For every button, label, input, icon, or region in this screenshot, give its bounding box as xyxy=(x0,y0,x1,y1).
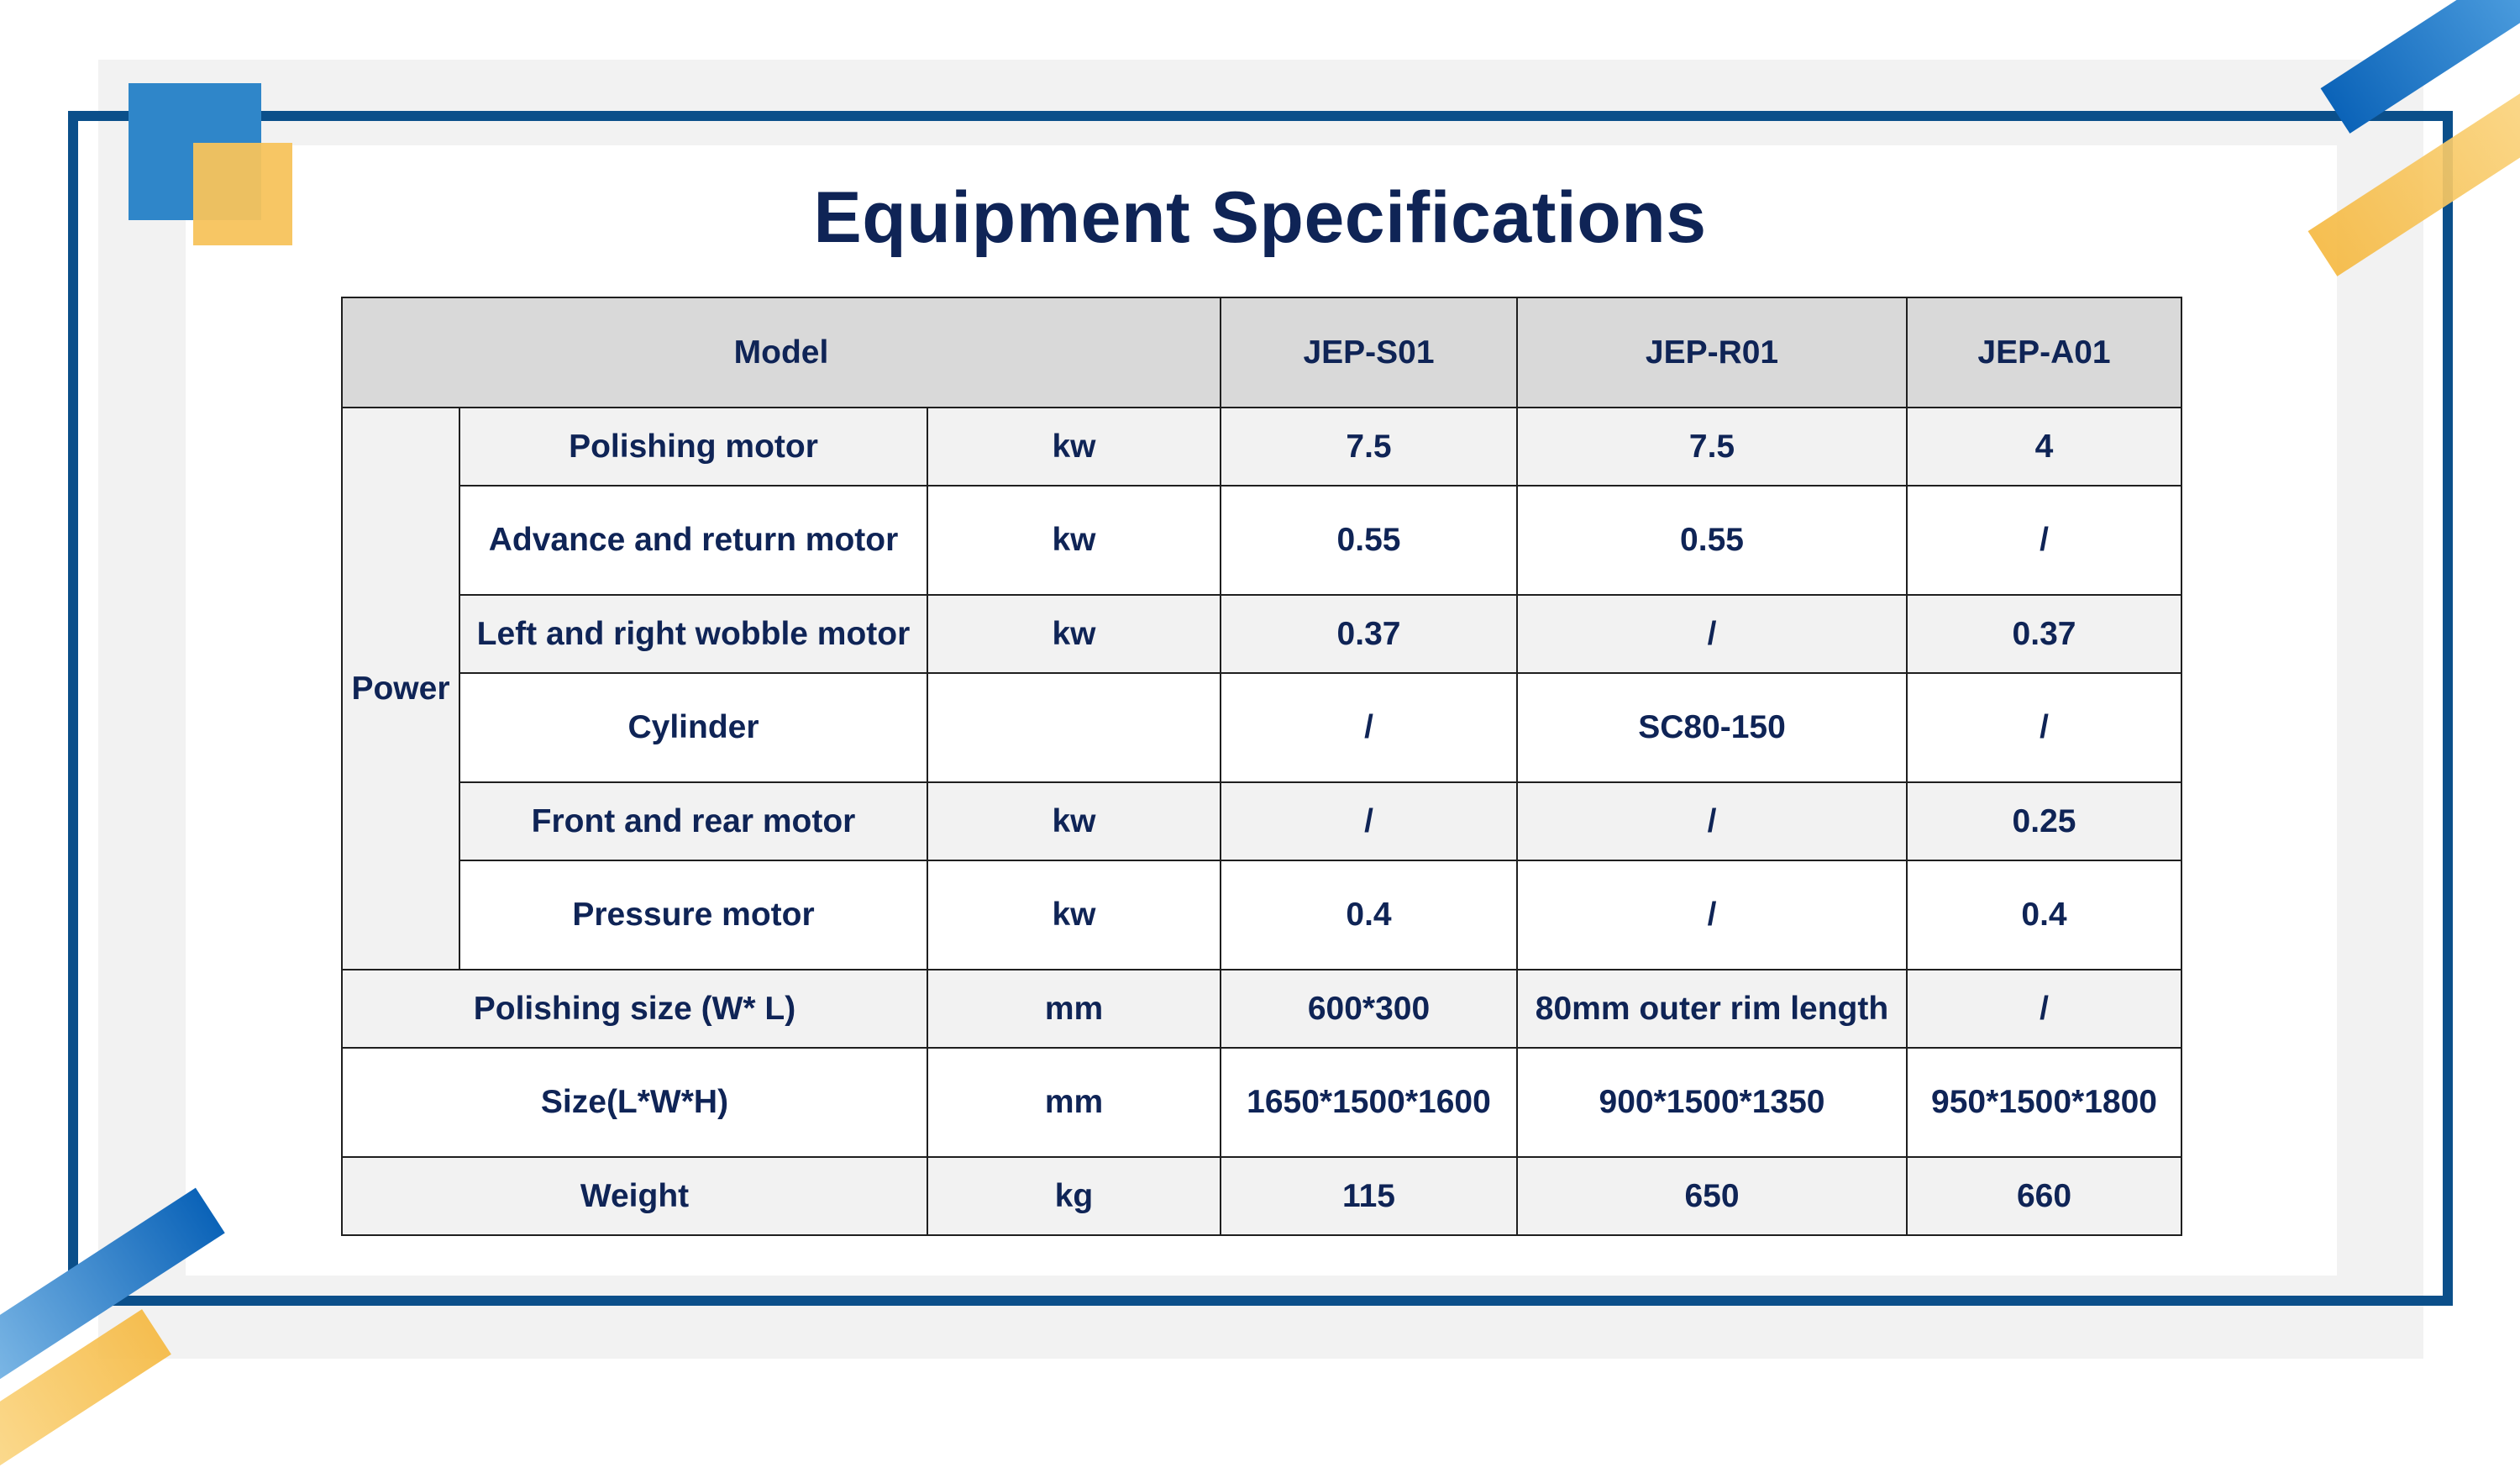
table-row xyxy=(342,1157,2181,1235)
row-unit: mm xyxy=(927,970,1221,1048)
row-value: 4 xyxy=(1907,408,2181,486)
row-unit: kw xyxy=(927,595,1221,673)
row-value: / xyxy=(1517,595,1907,673)
row-value: 950*1500*1800 xyxy=(1907,1048,2181,1157)
row-unit: kw xyxy=(927,782,1221,860)
row-value: / xyxy=(1517,782,1907,860)
row-value: / xyxy=(1907,486,2181,595)
row-item: Polishing size (W* L) xyxy=(342,970,927,1048)
row-value: 650 xyxy=(1517,1157,1907,1235)
row-unit: kg xyxy=(927,1157,1221,1235)
row-value: 0.55 xyxy=(1517,486,1907,595)
table-row xyxy=(342,782,2181,860)
row-item: Left and right wobble motor xyxy=(459,595,927,673)
row-item: Weight xyxy=(342,1157,927,1235)
table-row xyxy=(342,486,2181,595)
row-item: Size(L*W*H) xyxy=(342,1048,927,1157)
row-value: 900*1500*1350 xyxy=(1517,1048,1907,1157)
row-value: 660 xyxy=(1907,1157,2181,1235)
table-row xyxy=(342,673,2181,782)
row-value: 600*300 xyxy=(1221,970,1517,1048)
row-value: / xyxy=(1907,970,2181,1048)
spec-table xyxy=(341,297,2182,1236)
row-value: / xyxy=(1221,673,1517,782)
row-item: Polishing motor xyxy=(459,408,927,486)
row-unit: mm xyxy=(927,1048,1221,1157)
header-model-3: JEP-A01 xyxy=(1907,297,2181,408)
row-unit: kw xyxy=(927,860,1221,970)
row-value: SC80-150 xyxy=(1517,673,1907,782)
table-row xyxy=(342,595,2181,673)
header-row xyxy=(342,297,2181,408)
row-value: 0.37 xyxy=(1221,595,1517,673)
row-value: 1650*1500*1600 xyxy=(1221,1048,1517,1157)
row-value: 0.37 xyxy=(1907,595,2181,673)
table-row xyxy=(342,1048,2181,1157)
row-value: 7.5 xyxy=(1221,408,1517,486)
header-model: Model xyxy=(342,297,1221,408)
row-value: 0.4 xyxy=(1221,860,1517,970)
row-item: Front and rear motor xyxy=(459,782,927,860)
row-value: 0.55 xyxy=(1221,486,1517,595)
row-unit: kw xyxy=(927,486,1221,595)
row-item: Pressure motor xyxy=(459,860,927,970)
row-unit: kw xyxy=(927,408,1221,486)
row-value: 0.4 xyxy=(1907,860,2181,970)
page-title: Equipment Specifications xyxy=(813,177,1707,258)
table-row xyxy=(342,970,2181,1048)
row-value: / xyxy=(1907,673,2181,782)
row-value: 80mm outer rim length xyxy=(1517,970,1907,1048)
header-model-2: JEP-R01 xyxy=(1517,297,1907,408)
table-row xyxy=(342,860,2181,970)
row-item: Advance and return motor xyxy=(459,486,927,595)
row-unit xyxy=(927,673,1221,782)
header-model-1: JEP-S01 xyxy=(1221,297,1517,408)
table-row xyxy=(342,408,2181,486)
row-value: / xyxy=(1517,860,1907,970)
power-group-label: Power xyxy=(342,408,459,970)
row-item: Cylinder xyxy=(459,673,927,782)
row-value: / xyxy=(1221,782,1517,860)
row-value: 0.25 xyxy=(1907,782,2181,860)
row-value: 115 xyxy=(1221,1157,1517,1235)
row-value: 7.5 xyxy=(1517,408,1907,486)
